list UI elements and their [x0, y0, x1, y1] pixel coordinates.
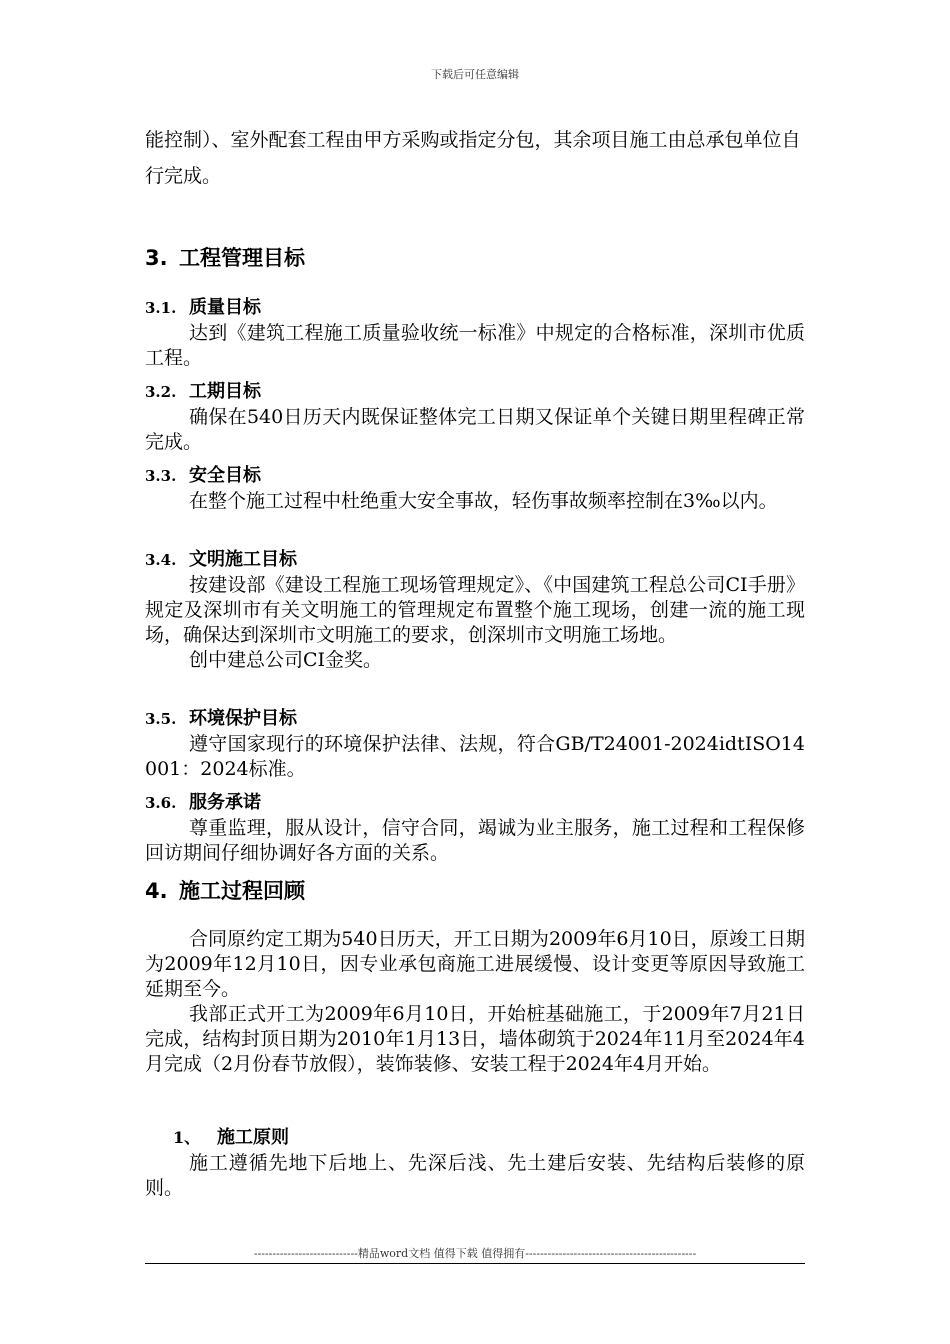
subsection-title: 环境保护目标 — [189, 708, 297, 729]
subsection-3-6 — [145, 790, 805, 866]
section-number: 3. — [145, 246, 168, 270]
principle-paragraph: 施工遵循先地下后地上、先深后浅、先土建后安装、先结构后装修的原则。 — [145, 1152, 805, 1199]
review-paragraph: 我部正式开工为2009年6月10日，开始桩基础施工，于2009年7月21日完成，结构封顶日期为2010年1月13日，墙体砌筑于2024年11月至2024年4月完成（2月份春节放假），装饰装修、安装工程于2024年4月开始。 — [145, 1003, 805, 1075]
subsection-number: 3.3. — [145, 467, 177, 485]
section-3-heading — [145, 244, 805, 272]
subsection-heading — [145, 790, 805, 816]
subsection-paragraph: 确保在540日历天内既保证整体完工日期又保证单个关键日期里程碑正常完成。 — [145, 406, 805, 453]
subsection-number: 3.4. — [145, 551, 177, 569]
subsection-title: 工期目标 — [189, 381, 261, 402]
page-header: 下载后可任意编辑 — [431, 68, 519, 81]
subsection-3-5 — [145, 706, 805, 782]
subsection-heading — [145, 706, 805, 732]
subsection-heading — [145, 295, 805, 321]
section-title: 施工过程回顾 — [179, 879, 305, 903]
subsection-number: 3.6. — [145, 794, 177, 812]
principle-heading — [145, 1125, 805, 1151]
subsection-paragraph: 尊重监理，服从设计，信守合同，竭诚为业主服务，施工过程和工程保修回访期间仔细协调好各方面的关系。 — [145, 817, 805, 864]
section-number: 4. — [145, 879, 168, 903]
subsection-paragraph: 按建设部《建设工程施工现场管理规定》、《中国建筑工程总公司CI手册》规定及深圳市有关文明施工的管理规定布置整个施工现场，创建一流的施工现场，确保达到深圳市文明施工的要求，创深圳市文明施工场地。 — [145, 574, 805, 646]
section-4-body — [145, 927, 805, 1077]
subsection-3-1 — [145, 295, 805, 371]
subsection-heading — [145, 463, 805, 489]
subsection-paragraph: 达到《建筑工程施工质量验收统一标准》中规定的合格标准，深圳市优质工程。 — [145, 322, 805, 369]
subsection-paragraph: 遵守国家现行的环境保护法律、法规，符合GB/T24001-2024idtISO14001：2024标准。 — [145, 733, 805, 780]
principle-number: 1、 — [173, 1128, 201, 1147]
review-paragraph: 合同原约定工期为540日历天，开工日期为2009年6月10日，原竣工日期为2009年12月10日，因专业承包商施工进展缓慢、设计变更等原因导致施工延期至今。 — [145, 928, 805, 1000]
subsection-title: 质量目标 — [189, 297, 261, 318]
subsection-paragraph: 在整个施工过程中杜绝重大安全事故，轻伤事故频率控制在3‰以内。 — [189, 490, 778, 512]
subsection-3-4 — [145, 547, 805, 673]
principle-title: 施工原则 — [217, 1127, 289, 1148]
subsection-title: 安全目标 — [189, 465, 261, 486]
section-title: 工程管理目标 — [179, 246, 305, 270]
subsection-number: 3.2. — [145, 383, 177, 401]
page-footer: ----------------------------精品word文档 值得下载 值得拥有---------------------------------------------- — [253, 1247, 697, 1260]
subsection-heading — [145, 379, 805, 405]
intro-paragraph: 能控制）、室外配套工程由甲方采购或指定分包，其余项目施工由总承包单位自行完成。 — [145, 129, 801, 187]
section-4-heading — [145, 877, 805, 905]
subsection-heading — [145, 547, 805, 573]
subsection-title: 文明施工目标 — [189, 549, 297, 570]
subsection-3-3 — [145, 463, 805, 514]
subsection-3-2 — [145, 379, 805, 455]
footer-divider — [145, 1263, 805, 1264]
subsection-number: 3.5. — [145, 710, 177, 728]
subsection-number: 3.1. — [145, 299, 177, 317]
construction-principle — [145, 1125, 805, 1201]
subsection-title: 服务承诺 — [189, 792, 261, 813]
subsection-paragraph: 创中建总公司CI金奖。 — [189, 649, 383, 671]
